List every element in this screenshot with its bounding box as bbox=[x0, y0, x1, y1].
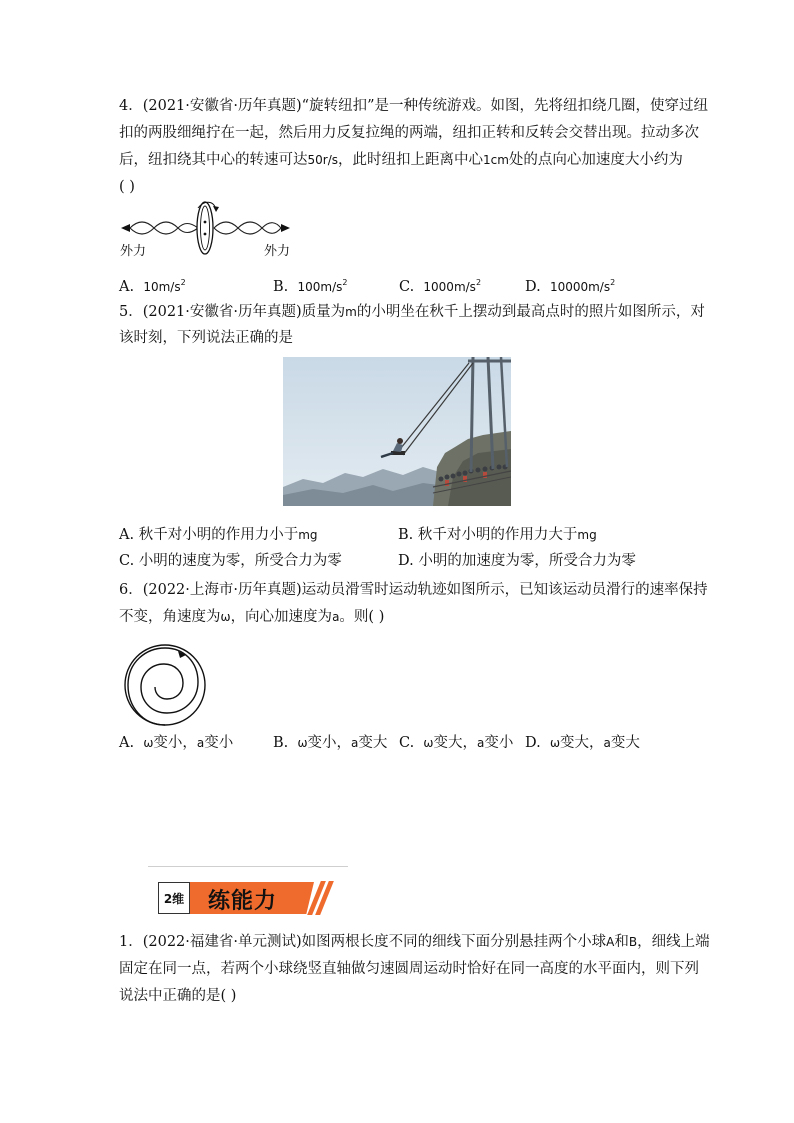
q4-text: 处的点向心加速度大小约为 bbox=[508, 152, 683, 168]
q4-line-3 bbox=[119, 150, 683, 170]
q6-option-b: B. ω变小，a变大 bbox=[273, 735, 388, 751]
q4-text: ，此时纽扣上距离中心 bbox=[338, 152, 483, 168]
q5-option-d: D. 小明的加速度为零，所受合力为零 bbox=[398, 553, 636, 569]
q5-option-a: A. 秋千对小明的作用力小于mg bbox=[119, 527, 318, 543]
spiral-trajectory-figure bbox=[120, 640, 210, 730]
q6-option-a: A. ω变小，a变小 bbox=[119, 735, 234, 751]
q6-line-2: 不变，角速度为ω，向心加速度为a。则( ) bbox=[119, 609, 385, 625]
swing-photo bbox=[283, 357, 511, 506]
q6-option-c: C. ω变大，a变小 bbox=[399, 735, 514, 751]
q5-line-2: 该时刻，下列说法正确的是 bbox=[119, 330, 293, 346]
q4-text: 后，纽扣绕其中心的转速可达 bbox=[119, 152, 308, 168]
q4-line-1: 4．(2021·安徽省·历年真题)“旋转纽扣”是一种传统游戏。如图，先将纽扣绕几圈，使穿过纽 bbox=[119, 98, 708, 114]
q4-speed-value: 50r/s bbox=[307, 153, 338, 167]
q6-line-1: 6．(2022·上海市·历年真题)运动员滑雪时运动轨迹如图所示，已知该运动员滑行的速率保持 bbox=[119, 582, 708, 598]
q4-fig-right-label: 外力 bbox=[264, 244, 291, 259]
q5-option-b: B. 秋千对小明的作用力大于mg bbox=[398, 527, 597, 543]
section-badge: 2维 bbox=[158, 882, 190, 914]
section-title: 练能力 bbox=[208, 889, 278, 914]
q4-line-4: ( ) bbox=[119, 179, 135, 195]
q4-option-a: A. $10m/s^2$ bbox=[119, 278, 186, 295]
q4-line-2: 扣的两股细绳拧在一起，然后用力反复拉绳的两端，纽扣正转和反转会交替出现。拉动多次 bbox=[119, 125, 699, 141]
q5-line-1: 5．(2021·安徽省·历年真题)质量为m的小明坐在秋千上摆动到最高点时的照片如图所示，对 bbox=[119, 304, 705, 320]
q4-option-b: B. $100m/s^2$ bbox=[273, 278, 348, 295]
p1-line-2: 固定在同一点，若两个小球绕竖直轴做匀速圆周运动时恰好在同一高度的水平面内，则下列 bbox=[119, 961, 699, 977]
q4-fig-left-label: 外力 bbox=[120, 244, 147, 259]
section-divider bbox=[148, 866, 348, 867]
p1-line-1: 1．(2022·福建省·单元测试)如图两根长度不同的细线下面分别悬挂两个小球A和B，细线上端 bbox=[119, 934, 710, 950]
q5-option-c: C. 小明的速度为零，所受合力为零 bbox=[119, 553, 342, 569]
p1-line-3: 说法中正确的是( ) bbox=[119, 988, 237, 1004]
q4-option-d: D. $10000m/s^2$ bbox=[525, 278, 616, 295]
q4-distance-value: 1cm bbox=[483, 153, 509, 167]
q4-option-c: C. $1000m/s^2$ bbox=[399, 278, 482, 295]
q6-option-d: D. ω变大，a变大 bbox=[525, 735, 640, 751]
